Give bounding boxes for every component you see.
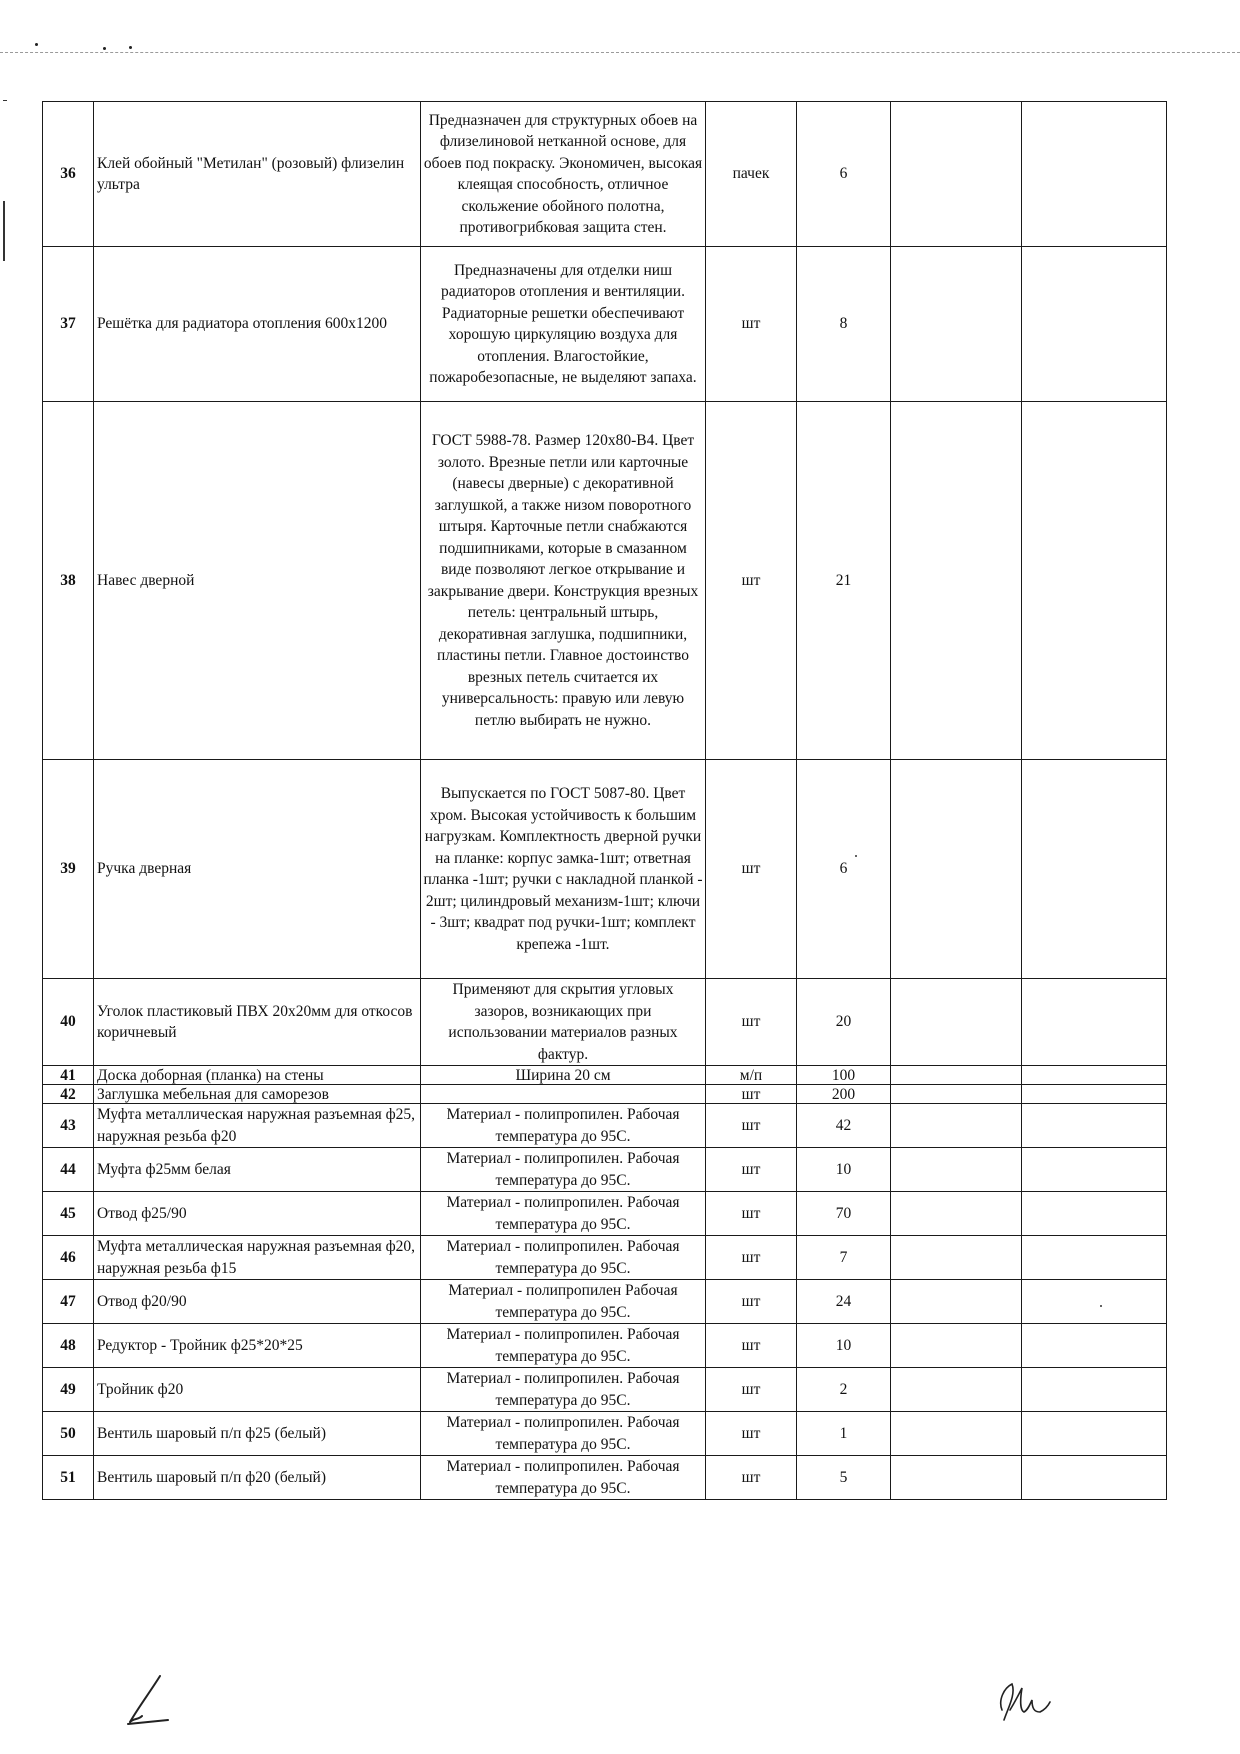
scan-speck xyxy=(35,43,38,46)
item-name: Ручка дверная xyxy=(94,760,421,979)
empty-cell xyxy=(1022,247,1167,402)
scan-speck xyxy=(103,47,106,50)
item-unit: шт xyxy=(706,979,797,1066)
row-number: 48 xyxy=(43,1324,94,1368)
item-name: Вентиль шаровый п/п ф25 (белый) xyxy=(94,1412,421,1456)
item-description: Материал - полипропилен Рабочая температура до 95С. xyxy=(421,1280,706,1324)
empty-cell xyxy=(1022,102,1167,247)
item-unit: шт xyxy=(706,760,797,979)
empty-cell xyxy=(891,1148,1022,1192)
item-quantity: 1 xyxy=(797,1412,891,1456)
item-description: Материал - полипропилен. Рабочая температура до 95С. xyxy=(421,1456,706,1500)
item-quantity: 20 xyxy=(797,979,891,1066)
item-quantity: 8 xyxy=(797,247,891,402)
empty-cell xyxy=(891,1324,1022,1368)
item-description: ГОСТ 5988-78. Размер 120x80-В4. Цвет золото. Врезные петли или карточные (навесы дверные) с декоративной заглушкой, а также низом поворотного штыря. Карточные петли снабжаются подшипниками, которые в смазанном виде позволяют легкое открывание и закрывание двери. Конструкция врезных петель: центральный штырь, декоративная заглушка, подшипники, пластины петли. Главное достоинство врезных петель считается их универсальность: правую или левую петлю выбирать не нужно. xyxy=(421,402,706,760)
table-row xyxy=(43,1368,1167,1412)
row-number: 51 xyxy=(43,1456,94,1500)
item-unit: шт xyxy=(706,247,797,402)
empty-cell xyxy=(891,102,1022,247)
item-description: Предназначены для отделки ниш радиаторов отопления и вентиляции. Радиаторные решетки обеспечивают хорошую циркуляцию воздуха для отопления. Влагостойкие, пожаробезопасные, не выделяют запаха. xyxy=(421,247,706,402)
scan-edge-mark xyxy=(3,201,5,261)
row-number: 49 xyxy=(43,1368,94,1412)
empty-cell xyxy=(1022,1412,1167,1456)
empty-cell xyxy=(1022,1236,1167,1280)
empty-cell xyxy=(1022,1280,1167,1324)
table-row xyxy=(43,1192,1167,1236)
scan-edge-mark xyxy=(3,100,7,101)
signature-right xyxy=(990,1670,1060,1730)
item-description: Материал - полипропилен. Рабочая температура до 95С. xyxy=(421,1324,706,1368)
row-number: 36 xyxy=(43,102,94,247)
item-name: Заглушка мебельная для саморезов xyxy=(94,1085,421,1104)
item-unit: шт xyxy=(706,1236,797,1280)
table-row xyxy=(43,1104,1167,1148)
empty-cell xyxy=(891,1085,1022,1104)
empty-cell xyxy=(891,1066,1022,1085)
item-quantity: 10 xyxy=(797,1324,891,1368)
table-row xyxy=(43,402,1167,760)
item-description: Материал - полипропилен. Рабочая температура до 95С. xyxy=(421,1236,706,1280)
item-quantity: 24 xyxy=(797,1280,891,1324)
empty-cell xyxy=(1022,1368,1167,1412)
row-number: 42 xyxy=(43,1085,94,1104)
item-unit: шт xyxy=(706,1148,797,1192)
empty-cell xyxy=(1022,1085,1167,1104)
item-name: Муфта ф25мм белая xyxy=(94,1148,421,1192)
table-row xyxy=(43,760,1167,979)
empty-cell xyxy=(1022,1104,1167,1148)
item-description: Материал - полипропилен. Рабочая температура до 95С. xyxy=(421,1104,706,1148)
item-description: Ширина 20 см xyxy=(421,1066,706,1085)
row-number: 50 xyxy=(43,1412,94,1456)
row-number: 39 xyxy=(43,760,94,979)
row-number: 37 xyxy=(43,247,94,402)
empty-cell xyxy=(891,1192,1022,1236)
item-quantity: 6 xyxy=(797,760,891,979)
empty-cell xyxy=(891,247,1022,402)
item-quantity: 5 xyxy=(797,1456,891,1500)
row-number: 38 xyxy=(43,402,94,760)
table-row xyxy=(43,1148,1167,1192)
table-row xyxy=(43,1324,1167,1368)
empty-cell xyxy=(1022,1324,1167,1368)
item-quantity: 100 xyxy=(797,1066,891,1085)
empty-cell xyxy=(891,1456,1022,1500)
item-quantity: 2 xyxy=(797,1368,891,1412)
item-unit: шт xyxy=(706,1104,797,1148)
empty-cell xyxy=(891,1412,1022,1456)
item-unit: шт xyxy=(706,1368,797,1412)
row-number: 46 xyxy=(43,1236,94,1280)
item-name: Вентиль шаровый п/п ф20 (белый) xyxy=(94,1456,421,1500)
scan-top-line xyxy=(0,52,1240,53)
table-row xyxy=(43,102,1167,247)
scan-speck xyxy=(129,46,132,49)
empty-cell xyxy=(1022,979,1167,1066)
table-row xyxy=(43,1085,1167,1104)
item-name: Тройник ф20 xyxy=(94,1368,421,1412)
row-number: 41 xyxy=(43,1066,94,1085)
item-name: Клей обойный "Метилан" (розовый) флизелин ультра xyxy=(94,102,421,247)
item-unit: шт xyxy=(706,1192,797,1236)
empty-cell xyxy=(891,1236,1022,1280)
item-unit: шт xyxy=(706,1324,797,1368)
table-row xyxy=(43,1236,1167,1280)
item-name: Муфта металлическая наружная разъемная ф25, наружная резьба ф20 xyxy=(94,1104,421,1148)
table-row xyxy=(43,1412,1167,1456)
item-quantity: 70 xyxy=(797,1192,891,1236)
row-number: 45 xyxy=(43,1192,94,1236)
item-description xyxy=(421,1085,706,1104)
table-row xyxy=(43,1456,1167,1500)
empty-cell xyxy=(891,1368,1022,1412)
table-body xyxy=(43,102,1167,1500)
item-unit: шт xyxy=(706,1280,797,1324)
item-quantity: 200 xyxy=(797,1085,891,1104)
row-number: 40 xyxy=(43,979,94,1066)
item-name: Редуктор - Тройник ф25*20*25 xyxy=(94,1324,421,1368)
item-name: Доска доборная (планка) на стены xyxy=(94,1066,421,1085)
item-name: Уголок пластиковый ПВХ 20х20мм для откосов коричневый xyxy=(94,979,421,1066)
item-unit: шт xyxy=(706,402,797,760)
item-quantity: 10 xyxy=(797,1148,891,1192)
empty-cell xyxy=(891,1104,1022,1148)
row-number: 43 xyxy=(43,1104,94,1148)
signature-left xyxy=(120,1670,180,1730)
table-row xyxy=(43,1280,1167,1324)
item-description: Предназначен для структурных обоев на флизелиновой нетканной основе, для обоев под покраску. Экономичен, высокая клеящая способность, отличное скольжение обойного полотна, противогрибковая защита стен. xyxy=(421,102,706,247)
item-description: Применяют для скрытия угловых зазоров, возникающих при использовании материалов разных фактур. xyxy=(421,979,706,1066)
item-unit: пачек xyxy=(706,102,797,247)
empty-cell xyxy=(1022,1066,1167,1085)
empty-cell xyxy=(1022,1148,1167,1192)
table-row xyxy=(43,979,1167,1066)
item-unit: м/п xyxy=(706,1066,797,1085)
empty-cell xyxy=(891,979,1022,1066)
empty-cell xyxy=(1022,402,1167,760)
item-description: Материал - полипропилен. Рабочая температура до 95С. xyxy=(421,1412,706,1456)
empty-cell xyxy=(891,1280,1022,1324)
item-description: Материал - полипропилен. Рабочая температура до 95С. xyxy=(421,1192,706,1236)
item-quantity: 42 xyxy=(797,1104,891,1148)
item-unit: шт xyxy=(706,1456,797,1500)
item-name: Отвод ф20/90 xyxy=(94,1280,421,1324)
item-name: Навес дверной xyxy=(94,402,421,760)
empty-cell xyxy=(1022,760,1167,979)
empty-cell xyxy=(1022,1456,1167,1500)
item-description: Выпускается по ГОСТ 5087-80. Цвет хром. Высокая устойчивость к большим нагрузкам. Комплектность дверной ручки на планке: корпус замка-1шт; ответная планка -1шт; ручки с накладной планкой - 2шт; цилиндровый механизм-1шт; ключи - 3шт; квадрат под ручки-1шт; комплект крепежа -1шт. xyxy=(421,760,706,979)
item-quantity: 7 xyxy=(797,1236,891,1280)
row-number: 44 xyxy=(43,1148,94,1192)
table-row xyxy=(43,1066,1167,1085)
empty-cell xyxy=(891,760,1022,979)
item-description: Материал - полипропилен. Рабочая температура до 95С. xyxy=(421,1148,706,1192)
item-unit: шт xyxy=(706,1085,797,1104)
row-number: 47 xyxy=(43,1280,94,1324)
item-name: Муфта металлическая наружная разъемная ф20, наружная резьба ф15 xyxy=(94,1236,421,1280)
specification-table xyxy=(42,101,1167,1500)
item-description: Материал - полипропилен. Рабочая температура до 95С. xyxy=(421,1368,706,1412)
item-quantity: 21 xyxy=(797,402,891,760)
item-name: Отвод ф25/90 xyxy=(94,1192,421,1236)
table-row xyxy=(43,247,1167,402)
empty-cell xyxy=(1022,1192,1167,1236)
empty-cell xyxy=(891,402,1022,760)
item-unit: шт xyxy=(706,1412,797,1456)
item-quantity: 6 xyxy=(797,102,891,247)
item-name: Решётка для радиатора отопления 600x1200 xyxy=(94,247,421,402)
